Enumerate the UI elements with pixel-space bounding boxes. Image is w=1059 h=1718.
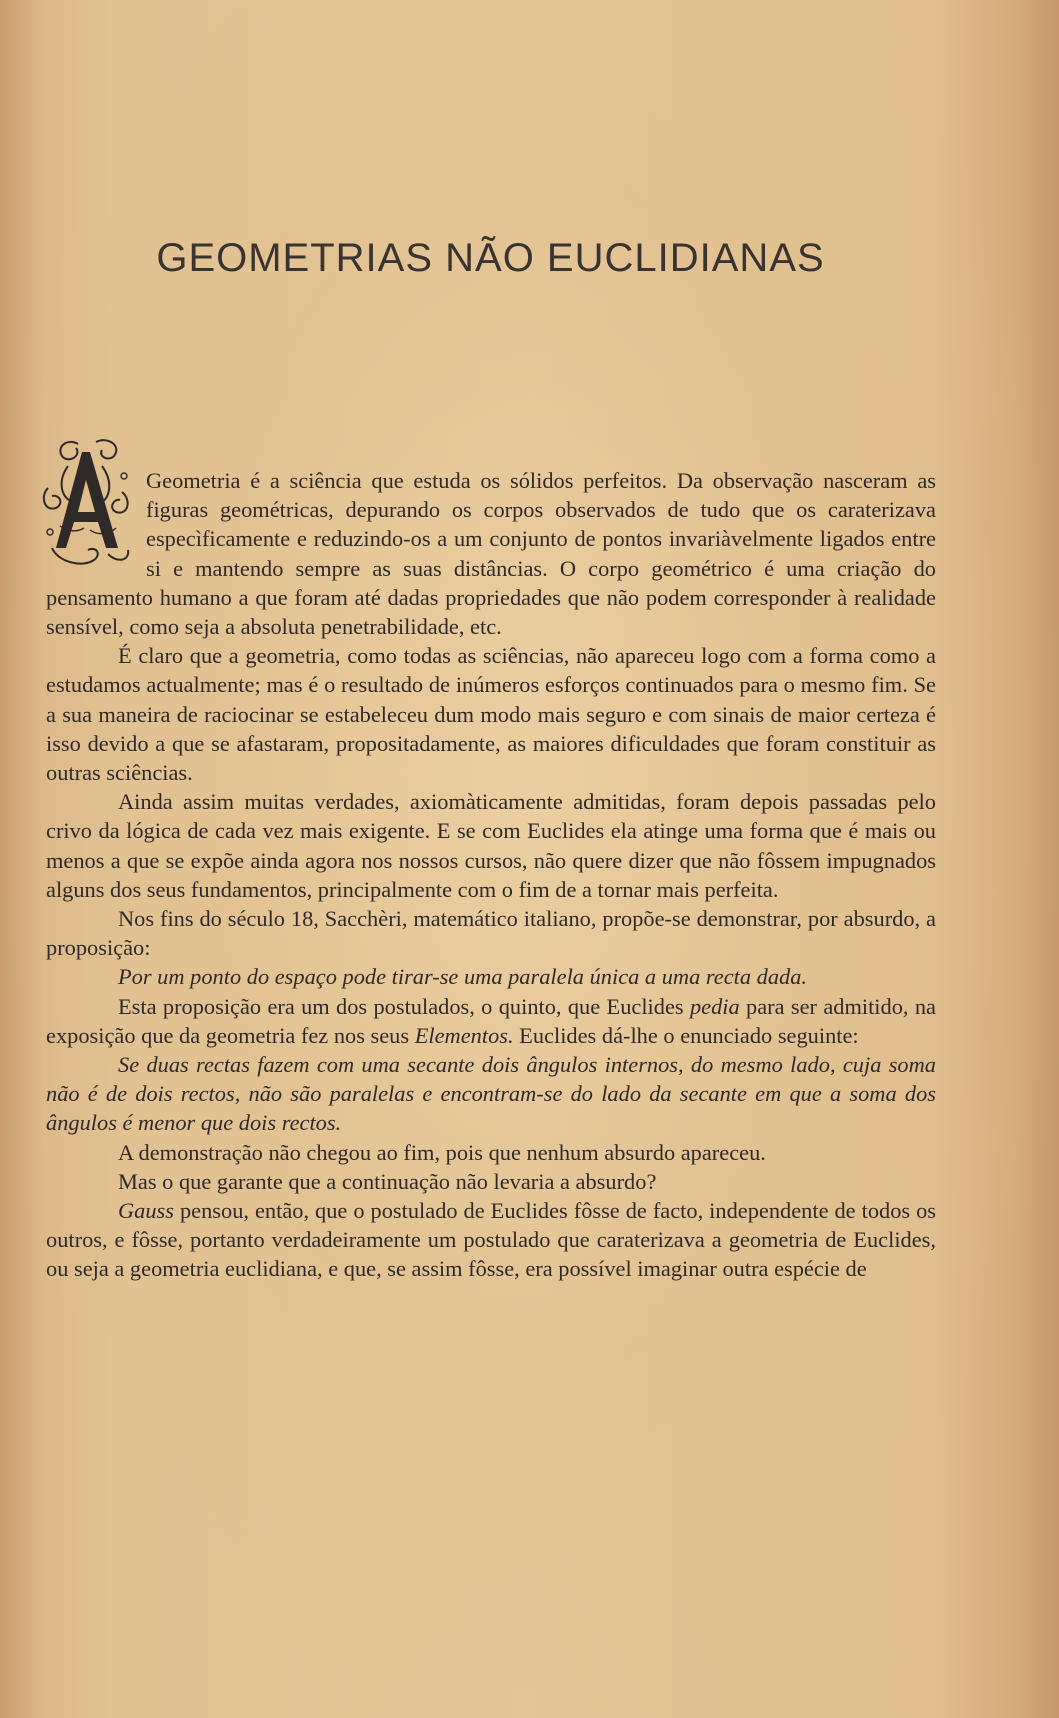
chapter-title: GEOMETRIAS NÃO EUCLIDIANAS	[156, 236, 825, 280]
paragraph-7: Mas o que garante que a continuação não levaria a absurdo?	[118, 1168, 657, 1194]
paragraph-8: Gauss pensou, então, que o postulado de Euclides fôsse de facto, independente de todos os outros, e fôsse, portanto verdadeiramente um postulado que caraterizava a geometria de Euclides, ou seja a geometria euclidiana, e que, se assim fôsse, era possível imaginar outra espécie de	[46, 1198, 936, 1282]
quote-proposition: Por um ponto do espaço pode tirar-se uma paralela única a uma recta dada.	[118, 964, 808, 990]
paragraph-3: Ainda assim muitas verdades, axiomàticamente admitidas, foram depois passadas pelo crivo da lógica de cada vez mais exigente. E se com Euclides ela atinge uma forma que é mais ou menos a que se expõe ainda agora nos nossos cursos, não quere dizer que não fôssem impugnados alguns dos seus fundamentos, principalmente com o fim de a tornar mais perfeita.	[46, 789, 936, 902]
ornamental-dropcap	[38, 436, 134, 574]
quote-euclid-postulate: Se duas rectas fazem com uma secante dois ângulos internos, do mesmo lado, cuja soma não é de dois rectos, não são paralelas e encontram-se do lado da secante em que a soma dos ângulos é menor que dois rectos.	[46, 1052, 936, 1136]
paragraph-2: É claro que a geometria, como todas as sciências, não apareceu logo com a forma como a estudamos actualmente; mas é o resultado de inúmeros esforços continuados para o mesmo fim. Se a sua maneira de raciocinar se estabeleceu dum modo mais seguro e com sinais de maior certeza é isso devido a que se afastaram, propositadamente, as maiores dificuldades que foram constituir as outras sciências.	[46, 643, 936, 786]
paragraph-1: Geometria é a sciência que estuda os sólidos perfeitos. Da observação nasceram as figuras geométricas, depurando os corpos observados de tudo que os caraterizava especìficamente e reduzindo-os a um conjunto de pontos invariàvelmente ligados entre si e mantendo sempre as suas distâncias. O corpo geométrico é uma criação do pensamento humano a que foram até dadas propriedades que não podem corresponder à realidade sensível, como seja a absoluta penetrabilidade, etc.	[46, 466, 936, 641]
dropcap-ornament-icon	[38, 436, 134, 574]
paragraph-4: Nos fins do século 18, Sacchèri, matemático italiano, propõe-se demonstrar, por absurdo, a proposição:	[46, 906, 936, 961]
paragraph-5: Esta proposição era um dos postulados, o quinto, que Euclides pedia para ser admitido, na exposição que da geometria fez nos seus Elementos. Euclides dá-lhe o enunciado seguinte:	[46, 993, 936, 1048]
paragraph-6: A demonstração não chegou ao fim, pois que nenhum absurdo apareceu.	[118, 1139, 766, 1165]
body-text	[46, 466, 936, 1284]
